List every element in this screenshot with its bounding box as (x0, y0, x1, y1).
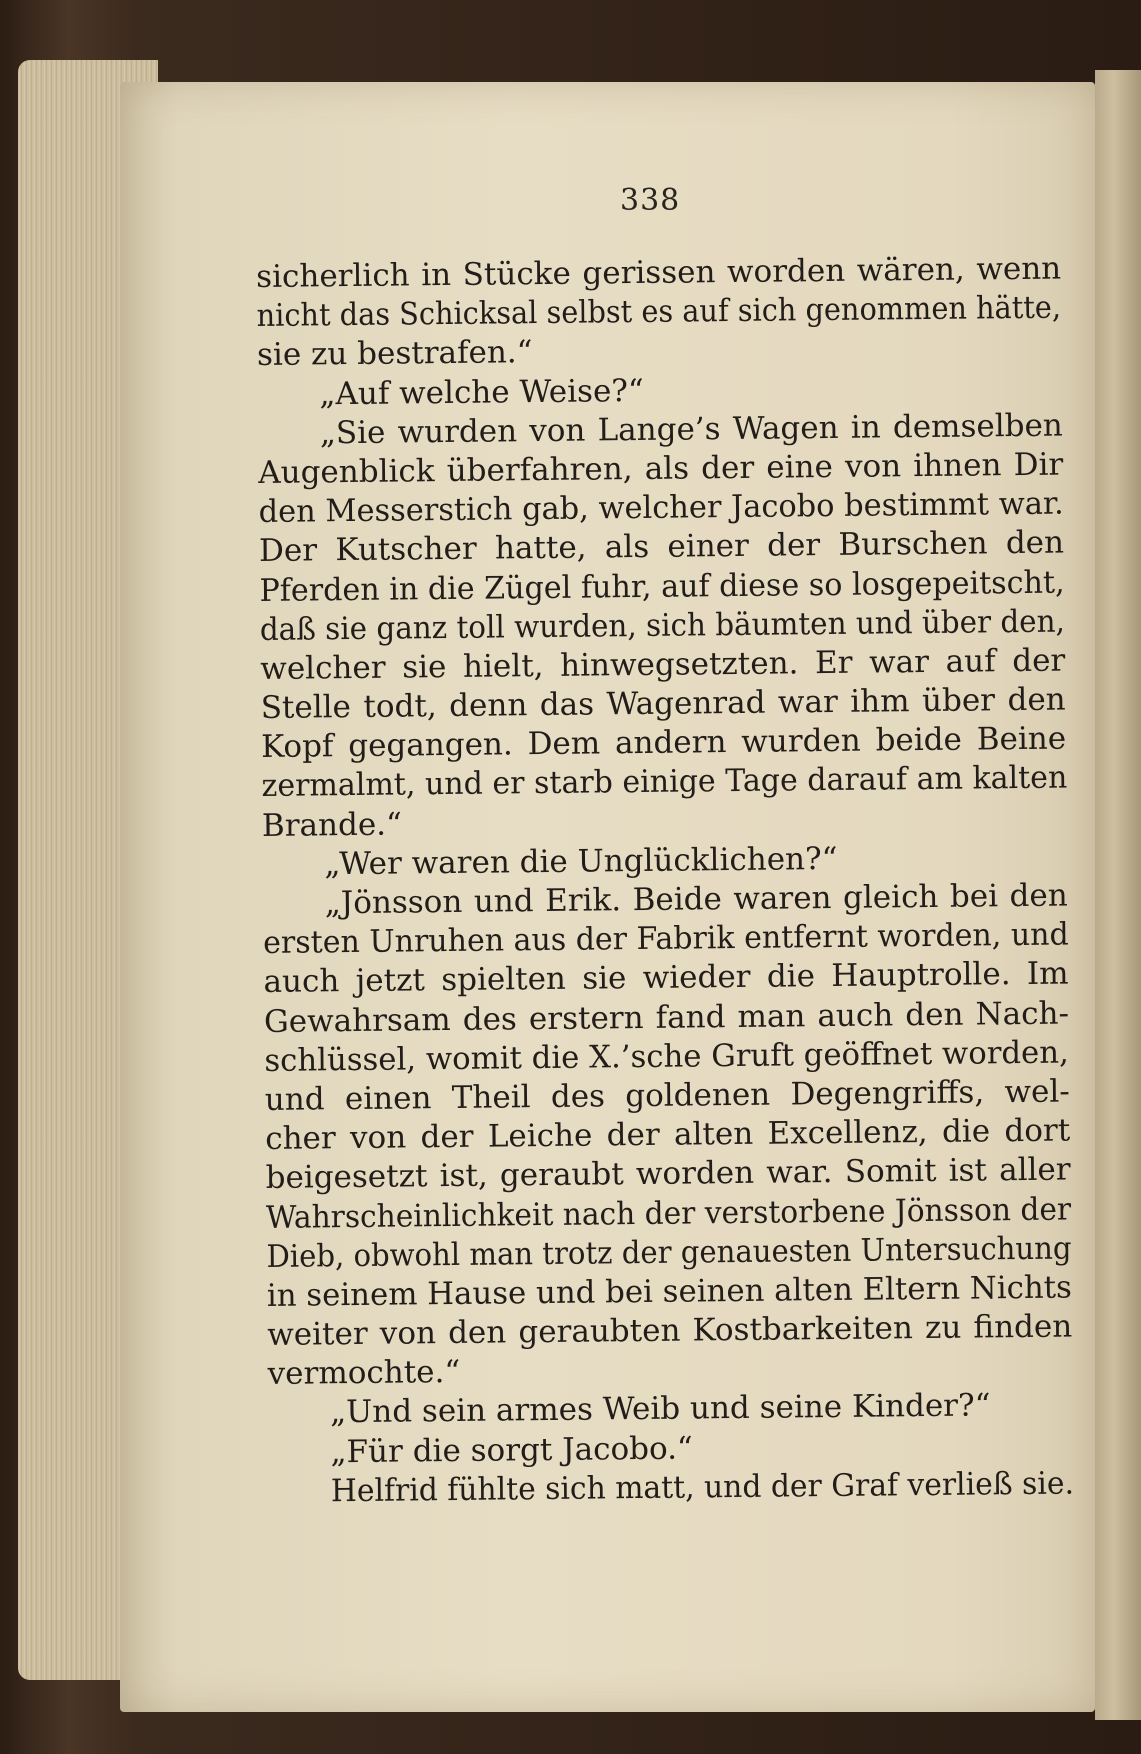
text-line: sie zu bestrafen.“ (256, 334, 533, 374)
page-text (256, 250, 1074, 1512)
text-line: sicherlich in Stücke gerissen worden wären, wenn (256, 250, 1062, 295)
text-line: „Für die sorgt Jacobo.“ (330, 1430, 693, 1470)
text-line: „Wer waren die Unglücklichen?“ (324, 840, 838, 883)
text-line: welcher sie hielt, hinwegsetzten. Er war auf der (260, 642, 1066, 687)
text-line: Der Kutscher hatte, als einer der Burschen den (258, 524, 1065, 570)
text-line: Stelle todt, denn das Wagenrad war ihm über den (260, 681, 1066, 727)
text-line: und einen Theil des goldenen Degengriffs, wel- (264, 1073, 1070, 1118)
text-line: Wahrscheinlichkeit nach der verstorbene Jönsson der (265, 1191, 1072, 1236)
text-line: cher von der Leiche der alten Excellenz, die dort (265, 1112, 1071, 1158)
text-line: Dieb, obwohl man trotz der genauesten Untersuchung (266, 1230, 1072, 1275)
text-line: Kopf gegangen. Dem andern wurden beide Beine (260, 720, 1067, 766)
text-line: „Sie wurden von Lange’s Wagen in demselben (319, 407, 1063, 452)
text-line: ersten Unruhen aus der Fabrik entfernt worden, und (262, 916, 1069, 962)
text-line: Helfrid fühlte sich matt, und der Graf verließ sie. (330, 1465, 1075, 1510)
text-line: nicht das Schicksal selbst es auf sich genommen hätte, (256, 289, 1062, 335)
text-line: Pferden in die Zügel fuhr, auf diese so losgepeitscht, (259, 564, 1065, 609)
text-line: daß sie ganz toll wurden, sich bäumten und über den, (259, 603, 1066, 648)
text-line: weiter von den geraubten Kostbarkeiten zu finden (267, 1308, 1073, 1354)
page-number: 338 (620, 183, 681, 218)
text-line: Brande.“ (261, 806, 403, 844)
text-line: den Messerstich gab, welcher Jacobo bestimmt war. (258, 485, 1064, 531)
text-line: „Auf welche Weise?“ (319, 372, 644, 412)
text-line: auch jetzt spielten sie wieder die Hauptrolle. Im (263, 955, 1069, 1001)
text-line: beigesetzt ist, geraubt worden war. Somit ist aller (265, 1151, 1071, 1197)
text-line: „Jönsson und Erik. Beide waren gleich bei den (324, 877, 1068, 922)
text-line: „Und sein armes Weib und seine Kinder?“ (329, 1387, 991, 1431)
text-line: vermochte.“ (267, 1354, 461, 1393)
text-line: Gewahrsam des erstern fand man auch den Nach- (263, 995, 1070, 1040)
text-line: in seinem Hause und bei seinen alten Eltern Nichts (266, 1269, 1073, 1314)
text-line: zermalmt, und er starb einige Tage darauf am kalten (261, 759, 1068, 805)
text-line: schlüssel, womit die X.’sche Gruft geöffnet worden, (264, 1034, 1070, 1079)
text-line: Augenblick überfahren, als der eine von ihnen Dir (258, 446, 1064, 491)
